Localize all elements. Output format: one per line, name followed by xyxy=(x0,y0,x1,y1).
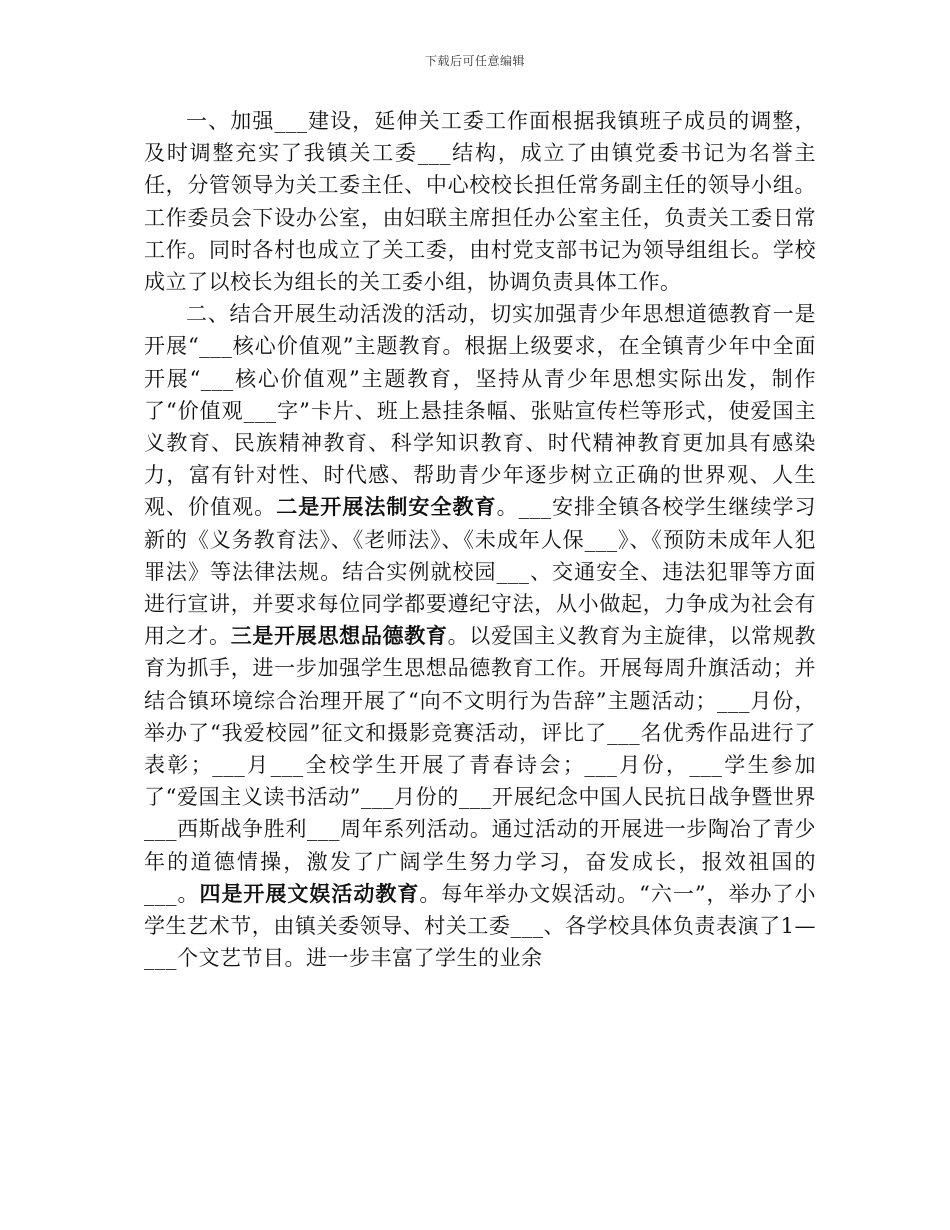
paragraph-activities xyxy=(144,298,816,974)
paragraph-moral-text: 。以爱国主义教育为主旋律，以常规教育为抓手，进一步加强学生思想品德教育工作。开展每周升旗活动；并结合镇环境综合治理开展了“向不文明行为告辞”主题活动；___月份，举办了“我爱校园”征文和摄影竞赛活动，评比了___名优秀作品进行了表彰；___月___全校学生开展了青春诗会；___月份，___学生参加了“爱国主义读书活动”___月份的___开展纪念中国人民抗日战争暨世界___西斯战争胜利___周年系列活动。通过活动的开展进一步陶冶了青少年的道德情操，激发了广阔学生努力学习，奋发成长，报效祖国的___。 xyxy=(144,624,817,906)
document-body xyxy=(144,105,816,974)
paragraph-legal-safety-text: 。___安排全镇各校学生继续学习新的《义务教育法》、《老师法》、《未成年人保___》、《预防未成年人犯罪法》等法律法规。结合实例就校园___、交通安全、违法犯罪等方面进行宣讲，并要求每位同学都要遵纪守法，从小做起，力争成为社会有用之才。 xyxy=(144,495,817,649)
heading-moral-education: 三是开展思想品德教育 xyxy=(230,624,448,649)
paragraph-organization: 一、加强___建设，延伸关工委工作面根据我镇班子成员的调整，及时调整充实了我镇关工委___结构，成立了由镇党委书记为名誉主任，分管领导为关工委主任、中心校校长担任常务副主任的领导小组。工作委员会下设办公室，由妇联主席担任办公室主任，负责关工委日常工作。同时各村也成立了关工委，由村党支部书记为领导组组长。学校成立了以校长为组长的关工委小组，协调负责具体工作。 xyxy=(144,109,816,295)
heading-entertainment-education: 四是开展文娱活动教育 xyxy=(199,881,420,906)
paragraph-entertainment-text: 。每年举办文娱活动。“六一”，举办了小学生艺术节，由镇关委领导、村关工委___、各学校具体负责表演了1—___个文艺节目。进一步丰富了学生的业余 xyxy=(144,881,816,971)
heading-legal-safety-education: 二是开展法制安全教育 xyxy=(276,495,497,520)
page-header: 下载后可任意编辑 xyxy=(424,54,525,68)
paragraph-activities-intro: 二、结合开展生动活泼的活动，切实加强青少年思想道德教育一是开展“___核心价值观”主题教育。根据上级要求，在全镇青少年中全面开展“___核心价值观”主题教育，坚持从青少年思想实际出发，制作了“价值观___字”卡片、班上悬挂条幅、张贴宣传栏等形式，使爱国主义教育、民族精神教育、科学知识教育、时代精神教育更加具有感染力，富有针对性、时代感、帮助青少年逐步树立正确的世界观、人生观、价值观。 xyxy=(144,302,816,520)
